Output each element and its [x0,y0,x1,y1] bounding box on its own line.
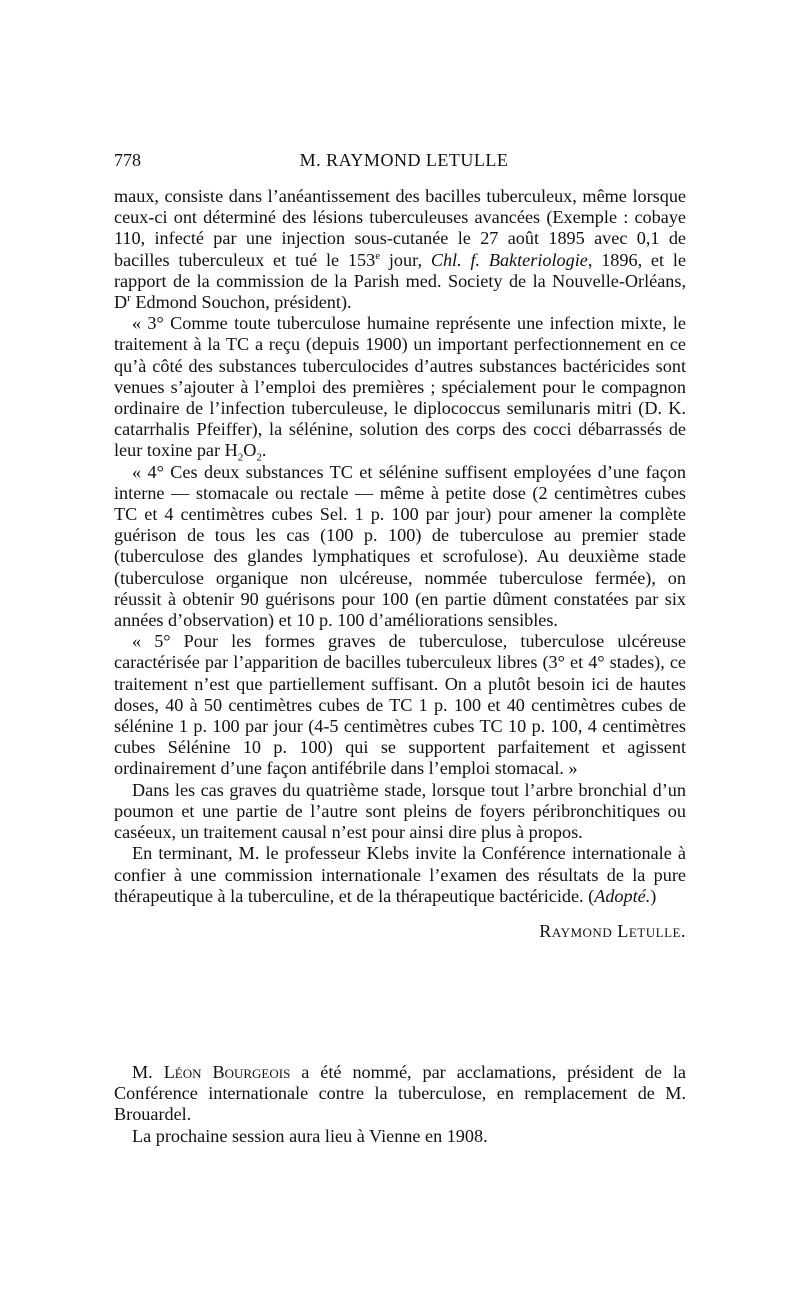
paragraph-5: Dans les cas graves du quatrième stade, lorsque tout l’arbre bronchial d’un poumon et une partie de l’autre sont pleins de foyers péribronchitiques ou caséeux, un traitement causal n’est pour ainsi dire plus à propos. [114,779,686,843]
page-number: 778 [114,150,141,170]
paragraph-6-text: En terminant, M. le professeur Klebs invite la Conférence internationale à confier à une commission internationale l’examen des résultats de la pure thérapeutique à la tuberculine, et de la thérapeutique bactéricide. ( [114,843,686,906]
paragraph-6-end: ) [650,885,657,906]
paragraph-2-end: . [261,440,267,461]
note-paragraph-1 [114,1062,686,1126]
journal-citation: Chl. f. Bakteriologie [430,249,588,270]
paragraph-1 [114,186,686,313]
note-1-text-b: a été nommé, par acclamations, président de la Conférence internationale contre la tuberculose, en remplacement de M. Brouardel. [114,1062,686,1125]
running-head: M. RAYMOND LETULLE [299,150,509,170]
formula-oxygen: O [243,440,257,461]
author-signature: Raymond Letulle. [539,920,686,941]
paragraph-2 [114,313,686,465]
paragraph-6 [114,843,686,907]
note-paragraph-2: La prochaine session aura lieu à Vienne en 1908. [132,1125,488,1146]
paragraph-4: « 5° Pour les formes graves de tuberculose, tuberculose ulcéreuse caractérisée par l’apparition de bacilles tuberculeux libres (3° et 4° stades), ce traitement n’est que partiellement suffisant. On a plutôt besoin ici de hautes doses, 40 à 50 centimètres cubes de TC 1 p. 100 et 40 centimètres cubes de sélénine 1 p. 100 par jour (4-5 centimètres cubes TC 10 p. 100, 4 centimètres cubes Sélénine 10 p. 100) qui se supportent parfaitement et agissent ordinairement d’une façon antifébrile dans l’emploi stomacal. » [114,631,686,779]
page-header [114,150,694,184]
paragraph-3: « 4° Ces deux substances TC et sélénine suffisent employées d’une façon interne — stomacale ou rectale — même à petite dose (2 centimètres cubes TC et 4 centimètres cubes Sel. 1 p. 100 par jour) pour amener la complète guérison de tous les cas (100 p. 100) de tuberculose au premier stade (tuberculose des glandes lymphatiques et scrofulose). Au deuxième stade (tuberculose organique non ulcéreuse, nommée tuberculose fermée), on réussit à obtenir 90 guérisons pour 100 (en partie dûment constatées par six années d’observation) et 10 p. 100 d’améliorations sensibles. [114,461,686,631]
paragraph-2-text: « 3° Comme toute tuberculose humaine représente une infection mixte, le traitement à la TC a reçu (depuis 1900) un important perfectionnement en ce qu’à côté des substances tuberculocides d’autres substances bactéricides sont venues s’ajouter à l’emploi des premières ; spécialement pour le compagnon ordinaire de l’infection tuberculeuse, le diplococcus semilunaris mitri (D. K. catarrhalis Pfeiffer), la sélénine, solution des corps des cocci débarrassés de leur toxine par H [114,313,686,461]
paragraph-1-text-d: Edmond Souchon, président). [130,292,352,313]
president-name: Léon Bourgeois [163,1062,291,1082]
note-1-text-a: M. [132,1062,164,1082]
paragraph-1-text-c: , 1896, et le rapport de la commission de la Parish med. Society de la Nouvelle-Orléans, D [114,249,686,313]
paragraph-1-text-b: jour, [380,249,431,270]
paragraph-1-text: maux, consiste dans l’anéantissement des bacilles tuberculeux, même lorsque ceux-ci ont déterminé des lésions tuberculeuses avancées (Exemple : cobaye 110, infecté par une injection sous-cutanée le 27 août 1895 avec 0,1 de bacilles tuberculeux et tué le 153 [114,186,686,270]
closing-note [114,1062,686,1147]
doctor-abbrev-suffix: r [127,291,131,304]
formula-subscript-1: 2 [237,452,244,465]
ordinal-suffix: e [375,249,381,262]
formula-subscript-2: 2 [256,452,262,465]
adopted-note: Adopté. [594,885,651,906]
body-text [114,186,686,942]
